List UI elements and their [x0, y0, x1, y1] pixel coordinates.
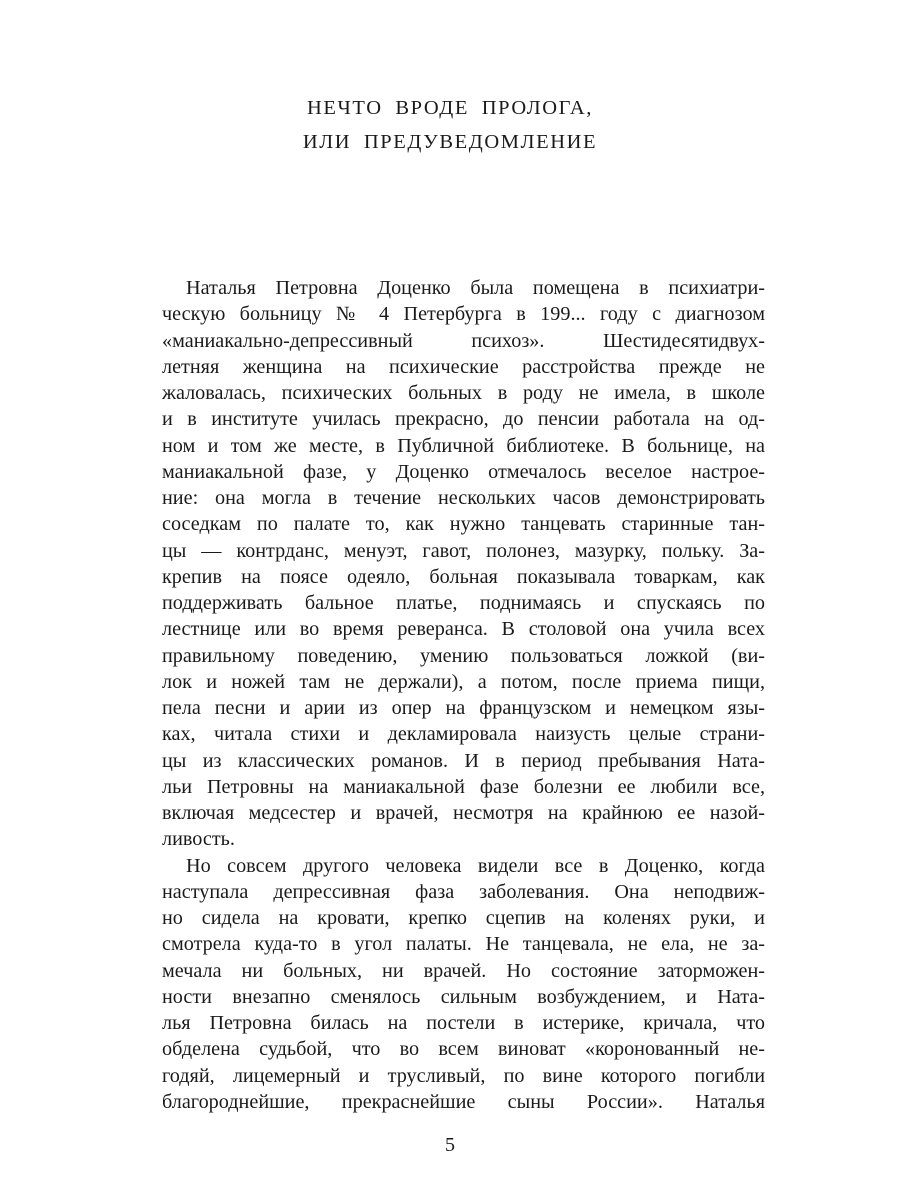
text-line: ках, читала стихи и декламировала наизусть целые страни- [162, 723, 765, 746]
chapter-title-line-1: НЕЧТО ВРОДЕ ПРОЛОГА, [306, 97, 594, 119]
text-line: пела песни и арии из опер на французском и немецком язы- [162, 697, 765, 719]
text-line: крепив на поясе одеяло, больная показывала товаркам, как [162, 565, 765, 588]
text-line: соседкам по палате то, как нужно танцевать старинные тан- [162, 513, 765, 536]
text-line: жаловалась, психических больных в роду не имела, в школе [162, 382, 765, 404]
text-line: но сидела на кровати, крепко сцепив на коленях руки, и [162, 907, 765, 929]
paragraph [162, 853, 765, 1116]
text-line: цы из классических романов. И в период пребывания Ната- [162, 749, 765, 772]
text-line: лестнице или во время реверанса. В столовой она учила всех [162, 618, 765, 641]
text-line: поддерживать бальное платье, поднимаясь и спускаясь по [162, 592, 765, 614]
text-line: лок и ножей там не держали), а потом, после приема пищи, [162, 670, 765, 693]
text-line: ности внезапно сменялось сильным возбуждением, и Ната- [162, 985, 765, 1008]
text-line: лья Петровна билась на постели в истерике, кричала, что [162, 1012, 765, 1034]
text-line: мечала ни больных, ни врачей. Но состояние заторможен- [162, 959, 765, 982]
body-text [162, 275, 765, 1115]
text-line: ние: она могла в течение нескольких часов демонстрировать [162, 487, 765, 509]
text-line: обделена судьбой, что во всем виноват «коронованный не- [162, 1038, 765, 1061]
text-line: благороднейшие, прекраснейшие сыны России». Наталья [162, 1090, 765, 1113]
text-line: ливость. [162, 828, 235, 851]
text-line: льи Петровны на маниакальной фазе болезни ее любили все, [162, 775, 765, 798]
text-line: летняя женщина на психические расстройства прежде не [162, 355, 765, 378]
text-line: смотрела куда-то в угол палаты. Не танцевала, не ела, не за- [162, 933, 765, 956]
text-line: ческую больницу № 4 Петербурга в 199... году с диагнозом [162, 303, 765, 326]
text-line: «маниакально-депрессивный психоз». Шестидесятидвух- [162, 329, 765, 352]
text-line: и в институте училась прекрасно, до пенсии работала на од- [162, 408, 765, 431]
text-line: наступала депрессивная фаза заболевания. Она неподвиж- [162, 880, 765, 903]
text-line: Но совсем другого человека видели все в Доценко, когда [186, 854, 765, 877]
paragraph [162, 275, 765, 853]
chapter-title-line-2: ИЛИ ПРЕДУВЕДОМЛЕНИЕ [302, 131, 598, 153]
text-line: ном и том же месте, в Публичной библиотеке. В больнице, на [162, 434, 765, 457]
page-number: 5 [445, 1134, 455, 1156]
text-line: правильному поведению, умению пользоваться ложкой (ви- [162, 644, 765, 667]
text-line: Наталья Петровна Доценко была помещена в психиатри- [186, 277, 765, 299]
text-line: включая медсестер и врачей, несмотря на крайнюю ее назой- [162, 802, 765, 824]
text-line: цы — контрданс, менуэт, гавот, полонез, мазурку, польку. За- [162, 539, 765, 562]
text-line: маниакальной фазе, у Доценко отмечалось веселое настрое- [162, 460, 765, 483]
text-line: годяй, лицемерный и трусливый, по вине которого погибли [162, 1064, 765, 1087]
